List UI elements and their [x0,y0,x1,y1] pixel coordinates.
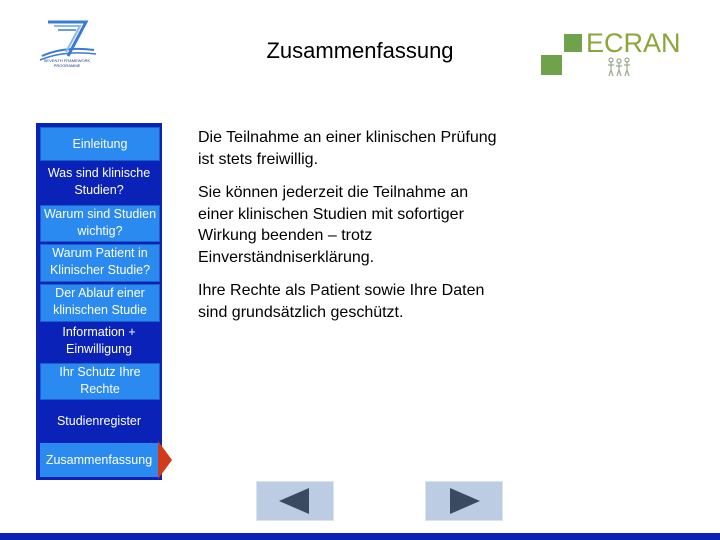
sidebar-item-zusammenfassung[interactable]: Zusammenfassung [40,443,158,477]
triangle-left-icon [257,482,333,520]
content-paragraph: Sie können jederzeit die Teilnahme an einer klinischen Studien mit sofortiger Wirkung beenden – trotz Einverständniserklärung. [198,184,469,266]
sidebar-item-was-sind-klinische-studien[interactable]: Was sind klinische Studien? [47,166,151,197]
triangle-right-icon [426,482,502,520]
ecran-square-icon [564,34,582,52]
active-item-arrow-icon [158,441,172,479]
bottom-bar [0,533,720,540]
sidebar-item-warum-patient[interactable]: Warum Patient in Klinischer Studie? [40,244,160,282]
content-paragraph: Ihre Rechte als Patient sowie Ihre Daten sind grundsätzlich geschützt. [198,282,485,321]
ecran-logo-text: ECRAN [586,28,681,58]
sidebar-item-information-einwilligung[interactable]: Information + Einwilligung [62,325,136,356]
sidebar-item-ihr-schutz[interactable]: Ihr Schutz Ihre Rechte [40,363,160,400]
ecran-square-icon [541,55,562,75]
page-title: Zusammenfassung [266,38,454,63]
sidebar-item-studienregister[interactable]: Studienregister [56,414,142,428]
people-figures-icon [606,56,636,78]
next-button[interactable] [425,481,503,521]
content-paragraph: Die Teilnahme an einer klinischen Prüfung ist stets freiwillig. [198,129,497,168]
fp7-caption: SEVENTH FRAMEWORK PROGRAMME [43,58,91,68]
sidebar-item-ablauf[interactable]: Der Ablauf einer klinischen Studie [40,284,160,322]
sidebar-item-einleitung[interactable]: Einleitung [40,127,160,161]
sidebar-item-warum-sind-studien-wichtig[interactable]: Warum sind Studien wichtig? [40,205,160,242]
content-area [198,127,498,335]
previous-button[interactable] [256,481,334,521]
